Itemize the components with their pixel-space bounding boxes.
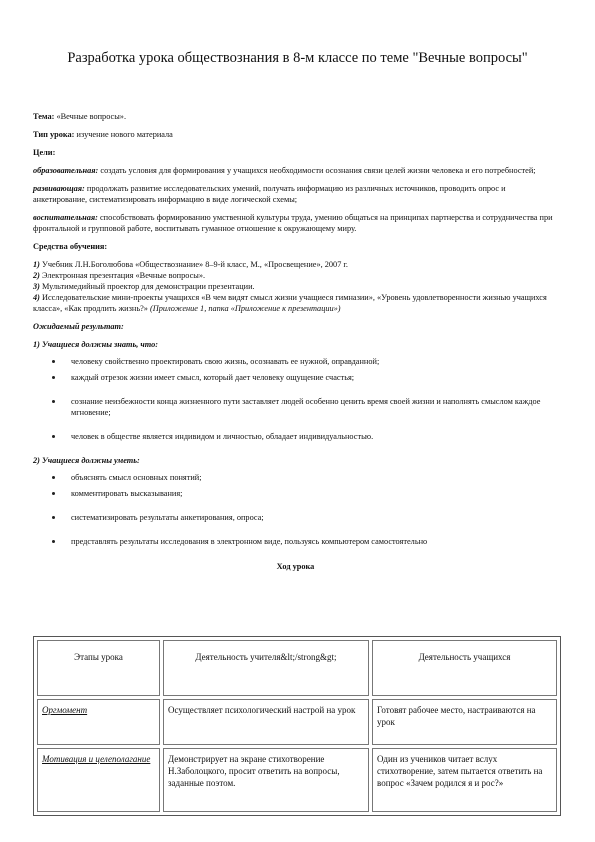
topic-label: Тема: [33, 112, 55, 121]
means-item: 4) Исследовательские мини-проекты учащихся «В чем видят смысл жизни учащиеся гимназии», «Уровень удовлетворенности жизнью учащихся класса», «Как продлить жизнь?» (Приложение 1, папка «Приложение к презентации») [33, 293, 547, 313]
table-cell: Осуществляет психологический настрой на урок [163, 699, 369, 745]
table-cell: Демонстрирует на экране стихотворение Н.Заболоцкого, просит ответить на вопросы, заданные поэтом. [163, 748, 369, 812]
list-item: каждый отрезок жизни имеет смысл, который дает человеку ощущение счастья; [33, 372, 558, 383]
table-cell [37, 699, 160, 745]
list-item: представлять результаты исследования в электронном виде, пользуясь компьютером самостоятельно [33, 536, 558, 547]
lesson-type-label: Тип урока: [33, 130, 75, 139]
list-item: комментировать высказывания; [33, 488, 558, 499]
column-header: Деятельность учащихся [372, 640, 557, 696]
result-heading: Ожидаемый результат: [33, 322, 124, 331]
table-cell: Готовят рабочее место, настраиваются на урок [372, 699, 557, 745]
know-heading: 1) Учащиеся должны знать, что: [33, 340, 159, 349]
goal-educational: образовательная: создать условия для формирования у учащихся необходимости осознания связи целей жизни человека и его потребностей; [33, 166, 536, 175]
table-row [37, 748, 557, 812]
means-heading: Средства обучения: [33, 242, 108, 251]
table-cell: Один из учеников читает вслух стихотворение, затем пытается ответить на вопрос «Зачем родился я и рос?» [372, 748, 557, 812]
goal-upbringing: воспитательная: способствовать формированию умственной культуры труда, умению общаться на принципах партнерства и сотрудничества при фронтальной и групповой работе, воспитывать гуманное отношение к окружающему миру. [33, 213, 553, 233]
stage-label: Мотивация и целеполагание [42, 754, 151, 764]
column-header: Этапы урока [37, 640, 160, 696]
list-item: человеку свойственно проектировать свою жизнь, осознавать ее нужной, оправданной; [33, 356, 558, 367]
table-cell [37, 748, 160, 812]
course-heading: Ход урока [276, 562, 315, 571]
document-body [33, 111, 558, 582]
lesson-type-value: изучение нового материала [74, 130, 173, 139]
list-item: систематизировать результаты анкетирования, опроса; [33, 512, 558, 523]
means-item: 3) Мультимедийный проектор для демонстрации презентации. [33, 282, 255, 291]
column-header: Деятельность учителя&lt;/strong&gt; [163, 640, 369, 696]
means-item: 2) Электронная презентация «Вечные вопросы». [33, 271, 206, 280]
page-title: Разработка урока обществознания в 8-м классе по теме "Вечные вопросы" [67, 50, 528, 66]
list-item: сознание неизбежности конца жизненного пути заставляет людей особенно ценить время своей жизни и наполнять смыслом каждое мгновение; [33, 396, 558, 418]
goal-developing: развивающая: продолжать развитие исследовательских умений, получать информацию из различных источников, проводить опрос и анкетирование, систематизировать информацию в виде логической схемы; [33, 184, 506, 204]
goals-heading: Цели: [33, 148, 56, 157]
know-list [33, 356, 558, 442]
lesson-plan-table [33, 636, 561, 816]
means-item: 1) Учебник Л.Н.Боголюбова «Обществознание» 8–9-й класс, М., «Просвещение», 2007 г. [33, 260, 348, 269]
table-row [37, 699, 557, 745]
lesson-type-line [33, 129, 558, 140]
stage-label: Оргмомент [42, 705, 88, 715]
appendix-note: (Приложение 1, папка «Приложение к презентации») [150, 304, 341, 313]
can-heading: 2) Учащиеся должны уметь: [33, 456, 140, 465]
list-item: человек в обществе является индивидом и личностью, обладает индивидуальностью. [33, 431, 558, 442]
list-item: объяснять смысл основных понятий; [33, 472, 558, 483]
can-list [33, 472, 558, 547]
topic-value: «Вечные вопросы». [54, 112, 127, 121]
table-header-row [37, 640, 557, 696]
topic-line [33, 111, 558, 122]
